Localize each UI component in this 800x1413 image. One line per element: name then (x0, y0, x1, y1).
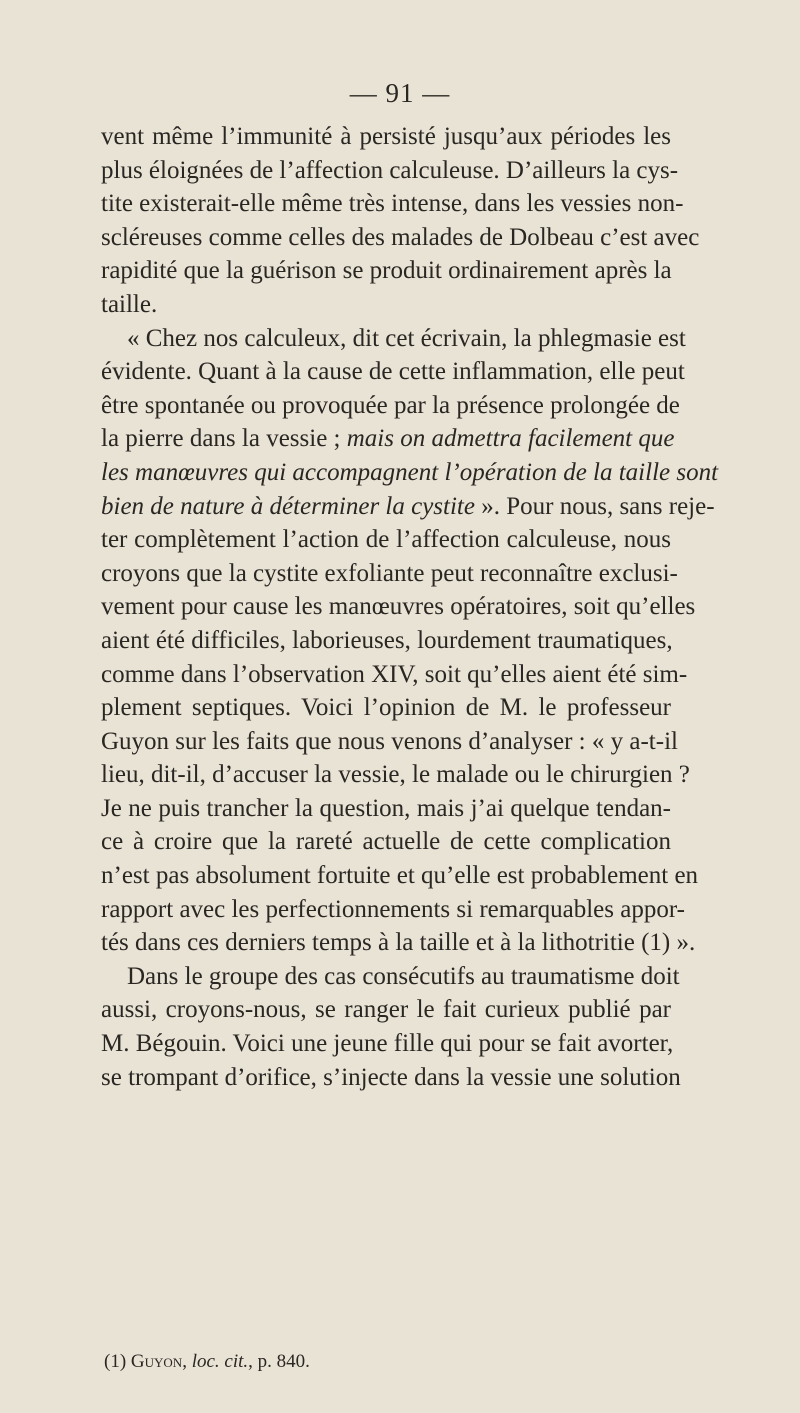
text-segment: tés dans ces derniers temps à la taille et à la lithotritie (1) ». (101, 929, 696, 957)
text-line (101, 389, 680, 423)
text-segment: tite existerait-elle même très intense, dans les vessies non- (101, 190, 684, 218)
text-line (101, 691, 671, 725)
text-segment: rapidité que la guérison se produit ordinairement après la (101, 257, 672, 285)
text-segment: Guyon sur les faits que nous venons d’analyser : « y a-t-il (101, 727, 678, 755)
text-segment: M. Bégouin. Voici une jeune fille qui pour se fait avorter, (101, 1030, 674, 1058)
text-line (101, 859, 699, 893)
text-line (101, 322, 686, 356)
text-segment: ce à croire que la rareté actuelle de cette complication (101, 828, 671, 856)
italic-segment: bien de nature à déterminer la cystite (101, 492, 475, 520)
text-line (101, 422, 675, 456)
text-segment: Dans le groupe des cas consécutifs au traumatisme doit (127, 962, 680, 990)
text-segment: vement pour cause les manœuvres opératoires, soit qu’elles (101, 593, 696, 621)
italic-segment: mais on admettra facilement que (346, 425, 675, 453)
paragraph (101, 120, 700, 322)
text-line (101, 658, 688, 692)
text-segment: lieu, dit-il, d’accuser la vessie, le malade ou le chirurgien ? (101, 761, 690, 789)
text-line (101, 926, 696, 960)
text-segment: croyons que la cystite exfoliante peut reconnaître exclusi- (101, 559, 678, 587)
text-line (101, 120, 671, 154)
text-segment: vent même l’immunité à persisté jusqu’aux périodes les (101, 123, 671, 150)
text-line (101, 254, 671, 288)
text-line (101, 993, 671, 1027)
text-line (101, 1061, 681, 1095)
text-segment: ter complètement l’action de l’affection calculeuse, nous (101, 526, 671, 554)
text-segment: rapport avec les perfectionnements si remarquables appor- (101, 895, 685, 923)
text-segment: la pierre dans la vessie ; (101, 425, 347, 453)
text-line (101, 960, 680, 994)
text-segment: plus éloignées de l’affection calculeuse. D’ailleurs la cys- (101, 156, 679, 184)
text-line (101, 187, 684, 221)
page-number: — 91 — (349, 78, 451, 108)
text-line (101, 490, 715, 524)
text-segment: plement septiques. Voici l’opinion de M. le professeur (101, 694, 671, 722)
text-line (101, 725, 678, 759)
text-segment: évidente. Quant à la cause de cette inflammation, elle peut (101, 358, 685, 386)
paragraph (101, 322, 719, 960)
text-segment: Je ne puis trancher la question, mais j’ai quelque tendan- (101, 794, 671, 822)
text-segment: taille. (101, 290, 158, 318)
text-line (101, 758, 690, 792)
text-line (101, 590, 696, 624)
text-segment: aussi, croyons-nous, se ranger le fait curieux publié par (101, 996, 671, 1024)
text-line (101, 221, 700, 255)
text-line (101, 288, 671, 322)
text-line (101, 624, 671, 658)
text-segment: se trompant d’orifice, s’injecte dans la vessie une solution (101, 1063, 681, 1091)
text-segment: n’est pas absolument fortuite et qu’elle est probablement en (101, 862, 699, 890)
body-text (101, 120, 719, 1094)
paragraph (101, 960, 681, 1094)
footnote: (1) Guyon, loc. cit., p. 840. (104, 1351, 310, 1372)
text-line (101, 523, 671, 557)
text-line (101, 825, 671, 859)
text-line (101, 792, 671, 826)
footnote-author: Guyon (130, 1351, 183, 1372)
text-line (101, 154, 679, 188)
text-segment: comme dans l’observation XIV, soit qu’elles aient été sim- (101, 660, 688, 688)
text-line (101, 355, 685, 389)
text-segment: scléreuses comme celles des malades de Dolbeau c’est avec (101, 223, 700, 251)
text-line (101, 456, 719, 490)
footnote-mark: (1) (104, 1351, 127, 1372)
text-segment: ». Pour nous, sans reje- (474, 492, 715, 520)
text-segment: être spontanée ou provoquée par la présence prolongée de (101, 391, 680, 419)
text-line (101, 1027, 674, 1061)
text-line (101, 557, 678, 591)
text-line (101, 893, 685, 927)
text-segment: « Chez nos calculeux, dit cet écrivain, la phlegmasie est (127, 324, 686, 352)
text-segment: aient été difficiles, laborieuses, lourdement traumatiques, (101, 626, 673, 654)
footnote-page: p. 840. (257, 1351, 310, 1372)
footnote-reference: loc. cit. (191, 1351, 249, 1372)
italic-segment: les manœuvres qui accompagnent l’opération de la taille sont (101, 458, 719, 486)
